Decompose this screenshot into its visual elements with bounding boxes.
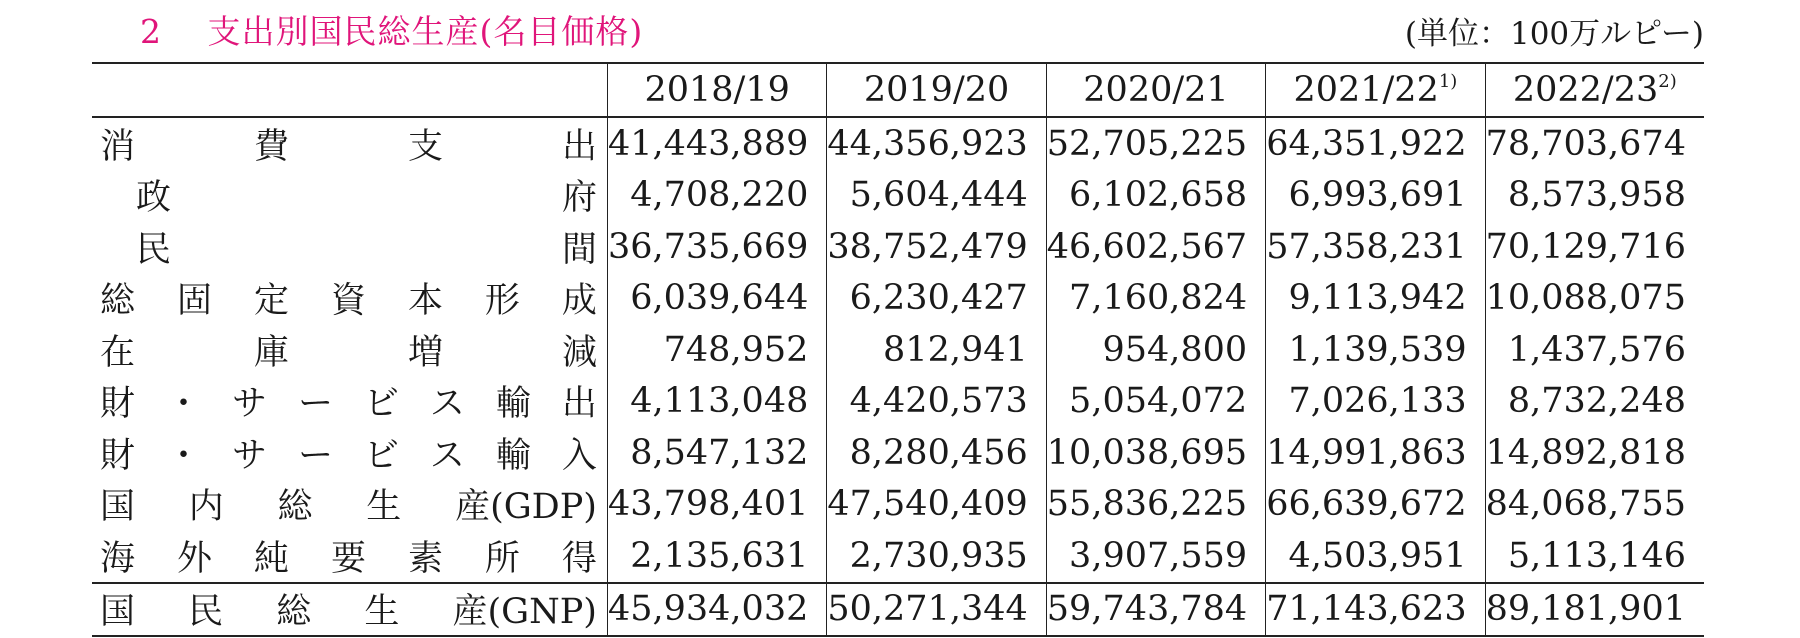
- value-cell: 47,540,409: [827, 479, 1046, 531]
- row-label: [136, 222, 597, 272]
- label-char: 要: [330, 538, 366, 579]
- value-cell: 8,280,456: [827, 427, 1046, 479]
- value-cell: 8,547,132: [607, 427, 826, 479]
- label-char: 消: [100, 126, 136, 167]
- column-header-label: 2021/22: [1293, 70, 1439, 110]
- label-char: 民: [188, 592, 224, 633]
- label-char: 産(GNP): [452, 592, 597, 633]
- gnp-table: [92, 62, 1704, 637]
- value-cell: 4,503,951: [1266, 530, 1485, 583]
- value-cell: 41,443,889: [607, 117, 826, 170]
- value-cell: 1,139,539: [1266, 324, 1485, 376]
- label-char: ー: [297, 435, 333, 476]
- value-cell: 6,993,691: [1266, 170, 1485, 222]
- label-char: 外: [176, 538, 212, 579]
- value-cell: 6,102,658: [1046, 170, 1265, 222]
- column-header-label: 2018/19: [644, 70, 790, 110]
- column-header-label: 2019/20: [863, 70, 1010, 110]
- value-cell: 7,026,133: [1266, 376, 1485, 428]
- label-char: ビ: [363, 435, 399, 476]
- table-row: [92, 530, 1704, 583]
- label-char: ス: [429, 435, 465, 476]
- column-header-label: 2020/21: [1083, 70, 1229, 110]
- row-label: [100, 479, 597, 529]
- column-header-label: 2022/23: [1512, 70, 1659, 110]
- value-cell: 8,573,958: [1485, 170, 1704, 222]
- label-char: ビ: [363, 384, 399, 425]
- value-cell: 55,836,225: [1046, 479, 1265, 531]
- row-label: [100, 119, 597, 169]
- row-label: [100, 531, 597, 581]
- column-header: [827, 63, 1046, 117]
- value-cell: 84,068,755: [1485, 479, 1704, 531]
- value-cell: 14,892,818: [1485, 427, 1704, 479]
- label-char: ・: [165, 384, 201, 425]
- label-char: 生: [364, 592, 400, 633]
- label-char: 産(GDP): [455, 487, 597, 528]
- table-row: [92, 479, 1704, 531]
- footnote-marker: 2): [1658, 71, 1677, 92]
- value-cell: 78,703,674: [1485, 117, 1704, 170]
- label-char: 本: [407, 281, 443, 322]
- value-cell: 1,437,576: [1485, 324, 1704, 376]
- value-cell: 7,160,824: [1046, 273, 1265, 325]
- row-label-cell: [92, 427, 607, 479]
- column-header: [1485, 63, 1704, 117]
- label-char: 政: [136, 178, 172, 219]
- label-char: 在: [100, 332, 136, 373]
- row-label: [100, 325, 597, 375]
- row-label-cell: [92, 117, 607, 170]
- value-cell: 4,420,573: [827, 376, 1046, 428]
- label-char: 総: [276, 592, 312, 633]
- label-char: 出: [561, 126, 597, 167]
- table-body: [92, 117, 1704, 636]
- label-char: ・: [165, 435, 201, 476]
- table-caption: [92, 0, 1704, 62]
- value-cell: 44,356,923: [827, 117, 1046, 170]
- label-char: 入: [561, 435, 597, 476]
- label-char: 海: [100, 538, 136, 579]
- table-title: 2 支出別国民総生産(名目価格): [140, 12, 644, 51]
- row-label-cell: [92, 530, 607, 583]
- table-row: [92, 376, 1704, 428]
- table-row: [92, 273, 1704, 325]
- label-char: 費: [253, 126, 289, 167]
- row-label: [100, 584, 597, 634]
- label-char: 府: [561, 178, 597, 219]
- value-cell: 812,941: [827, 324, 1046, 376]
- label-char: 国: [100, 592, 136, 633]
- label-char: 出: [561, 384, 597, 425]
- label-char: 総: [100, 281, 136, 322]
- column-header: [607, 63, 826, 117]
- value-cell: 6,039,644: [607, 273, 826, 325]
- value-cell: 50,271,344: [827, 583, 1046, 637]
- label-char: 輸: [495, 435, 531, 476]
- value-cell: 748,952: [607, 324, 826, 376]
- unit-note: (単位：100万ルピー): [1404, 16, 1704, 52]
- value-cell: 2,730,935: [827, 530, 1046, 583]
- label-char: 支: [407, 126, 443, 167]
- label-char: 定: [253, 281, 289, 322]
- label-char: 輸: [495, 384, 531, 425]
- table-row: [92, 117, 1704, 170]
- value-cell: 4,708,220: [607, 170, 826, 222]
- value-cell: 6,230,427: [827, 273, 1046, 325]
- row-label: [100, 376, 597, 426]
- value-cell: 57,358,231: [1266, 221, 1485, 273]
- value-cell: 3,907,559: [1046, 530, 1265, 583]
- value-cell: 89,181,901: [1485, 583, 1704, 637]
- label-char: 総: [277, 487, 313, 528]
- label-char: サ: [231, 435, 267, 476]
- label-char: 庫: [253, 332, 289, 373]
- label-char: 財: [100, 435, 136, 476]
- label-char: 純: [253, 538, 289, 579]
- label-char: 民: [136, 229, 172, 270]
- value-cell: 71,143,623: [1266, 583, 1485, 637]
- column-header: [1046, 63, 1265, 117]
- value-cell: 10,038,695: [1046, 427, 1265, 479]
- value-cell: 954,800: [1046, 324, 1265, 376]
- label-char: 生: [366, 487, 402, 528]
- table-row: [92, 427, 1704, 479]
- value-cell: 43,798,401: [607, 479, 826, 531]
- value-cell: 10,088,075: [1485, 273, 1704, 325]
- table-row: [92, 583, 1704, 637]
- label-char: 素: [407, 538, 443, 579]
- row-label-cell: [92, 273, 607, 325]
- value-cell: 45,934,032: [607, 583, 826, 637]
- row-label: [136, 170, 597, 220]
- value-cell: 52,705,225: [1046, 117, 1265, 170]
- value-cell: 9,113,942: [1266, 273, 1485, 325]
- label-char: 所: [484, 538, 520, 579]
- header-row: [92, 63, 1704, 117]
- label-char: サ: [231, 384, 267, 425]
- label-char: 間: [561, 229, 597, 270]
- value-cell: 70,129,716: [1485, 221, 1704, 273]
- row-label-cell: [92, 324, 607, 376]
- label-char: 増: [407, 332, 443, 373]
- label-char: 国: [100, 487, 136, 528]
- table-row: [92, 221, 1704, 273]
- label-char: 財: [100, 384, 136, 425]
- label-char: 資: [330, 281, 366, 322]
- value-cell: 14,991,863: [1266, 427, 1485, 479]
- row-label-cell: [92, 221, 607, 273]
- table-row: [92, 324, 1704, 376]
- label-char: ス: [429, 384, 465, 425]
- row-label-cell: [92, 170, 607, 222]
- row-label-cell: [92, 376, 607, 428]
- label-char: 固: [176, 281, 212, 322]
- value-cell: 46,602,567: [1046, 221, 1265, 273]
- row-label-cell: [92, 479, 607, 531]
- value-cell: 4,113,048: [607, 376, 826, 428]
- table-row: [92, 170, 1704, 222]
- label-char: 形: [484, 281, 520, 322]
- label-char: 内: [188, 487, 224, 528]
- value-cell: 66,639,672: [1266, 479, 1485, 531]
- footnote-marker: 1): [1438, 71, 1458, 92]
- value-cell: 38,752,479: [827, 221, 1046, 273]
- value-cell: 2,135,631: [607, 530, 826, 583]
- row-label-cell: [92, 583, 607, 637]
- value-cell: 5,604,444: [827, 170, 1046, 222]
- header-blank-cell: [92, 63, 607, 117]
- label-char: 得: [561, 538, 597, 579]
- value-cell: 5,113,146: [1485, 530, 1704, 583]
- value-cell: 36,735,669: [607, 221, 826, 273]
- label-char: ー: [297, 384, 333, 425]
- value-cell: 59,743,784: [1046, 583, 1265, 637]
- row-label: [100, 428, 597, 478]
- value-cell: 64,351,922: [1266, 117, 1485, 170]
- column-header: [1266, 63, 1485, 117]
- value-cell: 5,054,072: [1046, 376, 1265, 428]
- value-cell: 8,732,248: [1485, 376, 1704, 428]
- label-char: 成: [561, 281, 597, 322]
- row-label: [100, 273, 597, 323]
- label-char: 減: [561, 332, 597, 373]
